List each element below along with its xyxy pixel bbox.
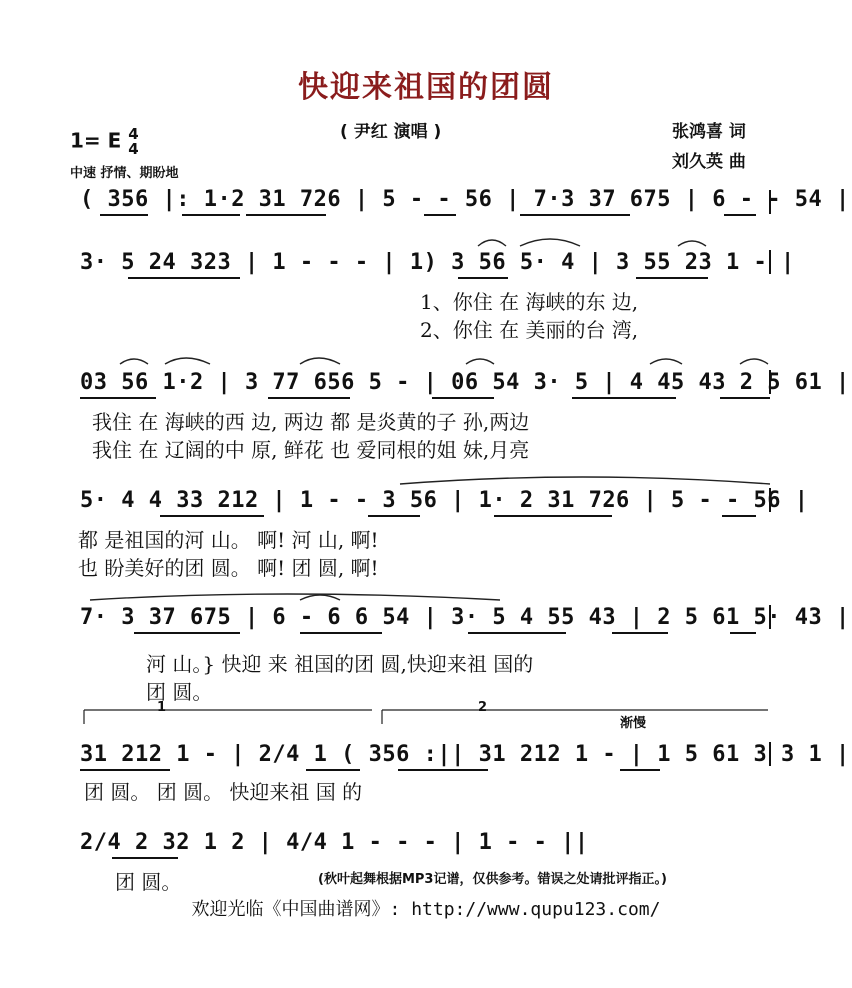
singer-label: ( 尹红 演唱 )	[340, 122, 442, 142]
score-line-4: 5· 4 4 33 212 | 1 - - 3 56 | 1· 2 31 726 | 5 - - 56 |	[80, 488, 809, 513]
slur-mark	[300, 358, 340, 364]
slur-mark	[165, 358, 210, 364]
slur-mark	[90, 594, 500, 600]
slur-mark	[650, 359, 682, 364]
key-label: 1= E	[70, 128, 122, 153]
volta-2-label: 2	[478, 700, 488, 715]
score-line-2: 3· 5 24 323 | 1 - - - | 1) 3 56 5· 4 | 3 55 23 1 - |	[80, 250, 795, 275]
lyric-line-2a: 1、你住 在 海峡的东 边,	[420, 290, 639, 314]
lyric-line-5b: 团 圆。	[146, 680, 213, 704]
composer-label: 刘久英 曲	[672, 152, 746, 172]
slur-mark	[300, 595, 340, 600]
slur-mark	[520, 239, 580, 246]
score-line-6: 31 212 1 - | 2/4 1 ( 356 :|| 31 212 1 - | 1 5 61 3 3 1 |	[80, 742, 850, 767]
dynamic-marking: 渐慢	[620, 716, 647, 731]
slur-mark	[466, 359, 494, 364]
volta-1-label: 1	[157, 700, 167, 715]
volta-brackets	[0, 700, 852, 730]
score-line-3: 03 56 1·2 | 3 77 656 5 - | 06 54 3· 5 | 4 45 43 2 5 61 |	[80, 370, 850, 395]
score-line-5: 7· 3 37 675 | 6 - 6 6 54 | 3· 5 4 55 43 | 2 5 61 5· 43 |	[80, 605, 850, 630]
lyric-line-3b: 我住 在 辽阔的中 原, 鲜花 也 爱同根的姐 妹,月亮	[92, 438, 530, 462]
lyric-line-3a: 我住 在 海峡的西 边, 两边 都 是炎黄的子 孙,两边	[92, 410, 530, 434]
lyric-line-4a: 都 是祖国的河 山。 啊! 河 山, 啊!	[78, 528, 379, 552]
lyric-line-5a: 河 山。} 快迎 来 祖国的团 圆,快迎来祖 国的	[146, 652, 534, 676]
slur-mark	[400, 477, 770, 484]
slur-mark	[478, 240, 506, 246]
key-signature	[70, 127, 139, 157]
score-line-7: 2/4 2 32 1 2 | 4/4 1 - - - | 1 - - ||	[80, 830, 589, 855]
slur-mark	[120, 359, 148, 364]
lyric-line-7: 团 圆。	[115, 870, 182, 894]
lyric-line-4b: 也 盼美好的团 圆。 啊! 团 圆, 啊!	[78, 556, 379, 580]
slur-mark	[678, 241, 706, 246]
footer-credit: 欢迎光临《中国曲谱网》: http://www.qupu123.com/	[191, 899, 661, 920]
lyric-line-6: 团 圆。 团 圆。 快迎来祖 国 的	[84, 780, 363, 804]
page-title: 快迎来祖国的团圆	[298, 70, 554, 105]
tempo-marking: 中速 抒情、期盼地	[70, 166, 179, 181]
lyric-line-2b: 2、你住 在 美丽的台 湾,	[420, 318, 639, 342]
score-line-1: ( 356 |: 1·2 31 726 | 5 - - 56 | 7·3 37 675 | 6 - - 54 |	[80, 187, 850, 212]
time-signature: 4 4	[128, 125, 139, 158]
lyricist-label: 张鸿喜 词	[672, 122, 746, 142]
footnote: (秋叶起舞根据MP3记谱，仅供参考。错误之处请批评指正。)	[318, 872, 667, 887]
slur-mark	[740, 359, 768, 364]
